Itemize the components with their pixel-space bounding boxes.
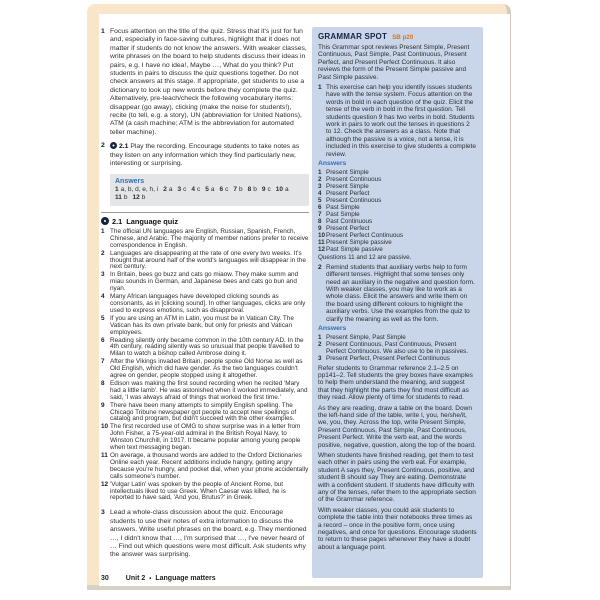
answers-title: Answers [115,177,145,185]
answer-item [318,218,477,225]
page-footer [101,575,216,582]
answer-letter: b [253,185,257,193]
answer-number: 4 [318,189,322,197]
footer-section: Language matters [155,575,216,582]
step-text [110,142,309,168]
quiz-item [101,424,309,452]
answer-pair [163,186,172,194]
quiz-item [101,338,309,359]
answers-line [115,186,304,202]
quiz-item-text: In Britain, bees go buzz and cats go miaow. They make summ and miau sounds in German, and Japanese bees and cats go bun and nyan. [110,271,299,293]
answers-box [110,174,309,206]
answer-text: Present Continuous, Past Continuous, Present Perfect Continuous. We also use to be in passives. [326,340,468,355]
step-number: 3 [101,509,105,517]
answer-item [318,341,477,355]
answer-pair [177,186,186,194]
quiz-item-number: 3 [101,271,105,279]
student-book-ref-badge: SB p20 [392,34,414,41]
answer-question-number: 3 [177,185,182,193]
answer-pair [205,186,214,194]
grammar-answers-1 [318,160,477,261]
grammar-paragraphs [318,365,477,552]
answer-item [318,225,477,232]
grammar-step-1 [318,84,477,158]
quiz-item [101,359,309,380]
quiz-item [101,251,309,272]
answer-text: Present Simple passive [326,238,392,246]
answer-number: 10 [318,231,326,239]
answer-question-number: 5 [205,185,209,193]
quiz-item-text: There have been many attempts to simplify English spelling. The Chicago Tribune newspaper got people to accept new spellings of catalog and program, but didn't succeed with the other examples. [110,401,297,423]
answer-question-number: 6 [219,185,224,193]
answer-pair [219,186,228,194]
answer-item [318,239,477,246]
quiz-item-number: 7 [101,358,105,366]
answer-item [318,246,477,253]
answer-question-number: 8 [247,185,252,193]
step-text: This exercise can help you identify issues students have with the tense system. Focus attention on the words in bold in each question of the quiz. Elicit the tense of the verb in bold in the first question. Tell students question 9 has two verbs in bold. Students work in pairs to work out the tenses in questions 2 to 12. Check the answers as a class. Note that although the passive is a voice, not a tense, it is included in this exercise to give students a complete review. [326,84,476,158]
step-number: 1 [101,28,105,35]
answer-text: Present Simple, Past Simple [326,333,406,341]
teachers-book-page [99,14,510,586]
footer-bullet: • [149,576,152,582]
step-text-body: Play the recording. Encourage students to take notes as they listen on any information which they find particularly new, interesting or surprising. [110,143,300,168]
answer-pair [191,186,200,194]
answer-pair [115,194,128,202]
answer-number: 12 [318,245,326,253]
audio-track-number: 2.1 [112,216,123,226]
answer-item [318,197,477,204]
quiz-item [101,294,309,315]
answer-item [318,176,477,183]
answer-number: 2 [318,340,322,348]
answer-item [318,355,477,362]
answer-text: Present Simple [326,182,369,190]
answer-text: Past Continuous [326,217,373,225]
answer-text: Present Perfect [326,189,370,197]
grammar-answers-list [318,334,477,362]
left-column [101,28,309,565]
quiz-item [101,403,309,424]
answer-letter: b [123,193,128,201]
answer-item [318,204,477,211]
answer-item [318,169,477,176]
quiz-item-number: 12 [101,480,109,488]
quiz-item-number: 4 [101,293,105,301]
quiz-item-text: Reading silently only became common in the 10th century AD. In the 4th century, reading silently was so unusual that people travelled to Milan to watch a bishop called Ambrose doing it. [110,336,304,358]
answer-question-number: 1 [115,185,119,193]
instruction-step-3 [101,509,309,559]
quiz-item-text: On average, a thousand words are added to the Oxford Dictionaries Online each year. Recent additions include hangry, getting angry because you're hungry, and pocket dial, when your phone accidentally calls someone's number. [110,452,309,480]
grammar-spot-box [312,27,483,578]
answers-title: Answers [318,160,347,168]
answer-letter: a [210,185,215,193]
answer-question-number: 2 [163,185,167,193]
footer-unit: Unit 2 [125,575,146,582]
grammar-paragraph: As they are reading, draw a table on the board. Down the left-hand side of the table, write I, you, he/she/it, we, you, they. Across the top, write Present Simple, Present Continuous, Past Simple, Past Continuous, Present Perfect. Write the verb eat, and the words positive, negative, question, along the top of the board. [318,404,476,449]
answer-letter: c [225,185,229,193]
answers-note: Questions 11 and 12 are passive. [318,253,412,261]
answer-text: Present Perfect [326,224,370,232]
answer-text: Past Simple [326,203,360,211]
quiz-item-number: 11 [101,452,108,459]
quiz-item-number: 8 [101,379,105,387]
quiz-item-number: 10 [101,423,109,431]
quiz-heading [101,217,309,226]
answer-letter: c [196,185,201,193]
grammar-answers-list [318,169,477,253]
answer-item [318,183,477,190]
answer-text: Present Perfect Continuous [326,231,404,239]
grammar-answers-2 [318,325,477,362]
quiz-item-text: Many African languages have developed clicking sounds as consonants, as in [clicking sound]. In other languages, clicks are only used to express emotions, such as disapproval. [110,293,306,314]
answer-letter: a, b, d, e, h, i [120,185,159,193]
answer-pair [115,186,158,194]
quiz-item [101,381,309,402]
grammar-spot-header [318,32,477,41]
answer-text: Present Continuous [326,196,382,204]
grammar-paragraph: When students have finished reading, get them to test each other in pairs using the verb eat. For example, student A says they, Present Continuous, positive, and student B should say They are eating. Demonstrate with a confident student. If students have difficulty with any of the tenses, refer them to the appropriate section of the Grammar reference. [318,452,476,504]
quiz-item-text: The official UN languages are English, Russian, Spanish, French, Chinese, and Arabic. The majority of member nations prefer to receive correspondence in English. [110,227,309,249]
answer-letter: c [267,185,271,193]
quiz-title: Language quiz [126,216,179,226]
answer-number: 3 [318,354,322,362]
quiz-item [101,482,309,503]
quiz-item-text: After the Vikings invaded Britain, people spoke Old Norse as well as Old English, which did have gender. As the two languages couldn't agree on gender, people stopped using it altogether. [110,358,303,380]
answer-question-number: 12 [132,193,140,201]
answer-number: 1 [318,333,322,341]
step-text: Focus attention on the title of the quiz. Stress that it's just for fun and, especially in face-saving cultures, highlight that it does not matter if students do not know the answers. With weaker classes, write phrases on the board to help students discuss their ideas in pairs, e.g. I have no idea!, Maybe …, What do you think? Put students in pairs to discuss the quiz questions together. Do not check answers at this stage. If appropriate, get students to use a dictionary to look up new words before they complete the quiz. Alternatively, pre-teach/check the following vocabulary items: disappear (go away), clicking (make the noise for students!), recite (to tell, e.g. a story), UN (abbreviation for United Nations), ATM (a cash machine; ATM is the abbreviation for automated teller machine). [110,28,307,136]
quiz-item-number: 2 [101,249,105,257]
answer-question-number: 11 [115,193,122,201]
quiz-item-text: The first recorded use of OMG to show surprise was in a letter from John Fisher, a 75-year-old admiral in the British Royal Navy, to Winston Churchill, in 1917. It became popular among young people when text messaging began. [110,423,301,452]
quiz-item-text: Languages are disappearing at the rate of one every two weeks. It's thought that around half of the world's languages will disappear in the next century. [110,249,306,271]
grammar-spot-title: GRAMMAR SPOT [318,32,388,41]
audio-track-number: 2.1 [119,143,129,151]
answer-item [318,211,477,218]
answer-text: Present Continuous [326,175,382,183]
answer-letter: b [238,185,243,193]
answer-letter: c [183,185,187,193]
quiz-list [101,229,309,502]
answer-question-number: 10 [275,185,283,193]
quiz-item-number: 1 [101,227,105,235]
answer-number: 5 [318,196,322,204]
instruction-step-2 [101,142,309,168]
answer-letter: a [168,185,173,193]
quiz-item-number: 9 [101,401,105,409]
page-number: 30 [101,575,109,582]
answer-number: 1 [318,168,322,176]
answer-question-number: 7 [233,185,237,193]
quiz-item-text: If you are using an ATM in Latin, you must be in Vatican City. The Vatican has its own private bank, but only for priests and Vatican employees. [110,314,294,336]
answer-number: 7 [318,210,322,218]
grammar-paragraph: With weaker classes, you could ask students to complete the table into their notebooks three times as a record – once in the positive form, once using negatives, and once for questions. Encourage students to return to these pages whenever they have a doubt about a language point. [318,506,477,551]
answer-number: 8 [318,217,322,225]
answer-pair [133,194,146,202]
answer-item [318,232,477,239]
step-text: Lead a whole-class discussion about the quiz. Encourage students to use their notes of extra information to discuss the answers. Write useful phrases on the board, e.g. They mentioned …, I didn't know that …, I'm surprised that …, I've never heard of … Find out which questions were most difficult. Ask students why the answer was surprising. [110,509,307,559]
answer-number: 6 [318,203,322,211]
answer-letter: b [141,193,146,201]
answers-title: Answers [318,325,347,333]
answer-number: 11 [318,238,325,246]
instruction-step-1 [101,28,309,137]
quiz-item [101,272,309,293]
answer-question-number: 4 [191,185,195,193]
answer-text: Past Simple [326,210,360,218]
grammar-spot-intro: This Grammar spot reviews Present Simple, Present Continuous, Past Simple, Past Continuous, Present Perfect, and Present Perfect Continuous. It also reviews the form of the Present Simple passive and Past Simple passive. [318,44,470,81]
answer-number: 3 [318,182,322,190]
step-text: Remind students that auxiliary verbs help to form different tenses. Highlight that some tenses only need an auxiliary in the negative and question form. With weaker classes, you may like to work as a whole class. Elicit the answers and write them on the board using different colours to highlight the auxiliary verbs. Use the examples from the quiz to clarify the meaning as well as the form. [326,263,475,323]
answer-pair [233,186,242,194]
quiz-item-text: Edison was making the first sound recording when he recited 'Mary had a little lamb'. He was astonished when it worked immediately, and said, 'I was always afraid of things that worked the first time.' [110,379,308,401]
audio-cd-icon [110,142,117,149]
quiz-item [101,229,309,250]
quiz-item [101,316,309,337]
answer-letter: a [284,185,289,193]
answer-text: Present Perfect, Present Perfect Continuous [326,354,450,362]
answer-pair [248,186,257,194]
step-number: 2 [318,263,322,271]
answer-item [318,190,477,197]
grammar-paragraph: Refer students to Grammar reference 2.1–2.5 on pp141–2. Tell students the grey boxes have examples to help them understand the meaning, and suggest that they highlight the parts they find most difficult as they read. Allow plenty of time for students to read. [318,364,473,402]
audio-cd-icon [101,217,109,225]
quiz-item-number: 5 [101,314,105,322]
answer-item [318,334,477,341]
step-number: 1 [318,84,322,92]
answer-text: Past Simple passive [326,245,383,253]
answer-number: 2 [318,175,322,183]
section-divider [101,212,309,213]
quiz-item-text: 'Vulgar Latin' was spoken by the people of Ancient Rome, but intellectuals liked to use Greek. When Caesar was killed, he is reported to have said, 'And you, Brutus?' in Greek. [110,480,286,502]
step-number: 2 [101,142,105,150]
answer-pair [262,186,271,194]
answer-text: Present Simple [326,168,369,176]
answer-question-number: 9 [261,185,266,193]
grammar-step-2 [318,264,477,323]
answer-pair [276,186,289,194]
quiz-item [101,453,309,481]
quiz-item-number: 6 [101,336,105,344]
answer-number: 9 [318,224,322,232]
